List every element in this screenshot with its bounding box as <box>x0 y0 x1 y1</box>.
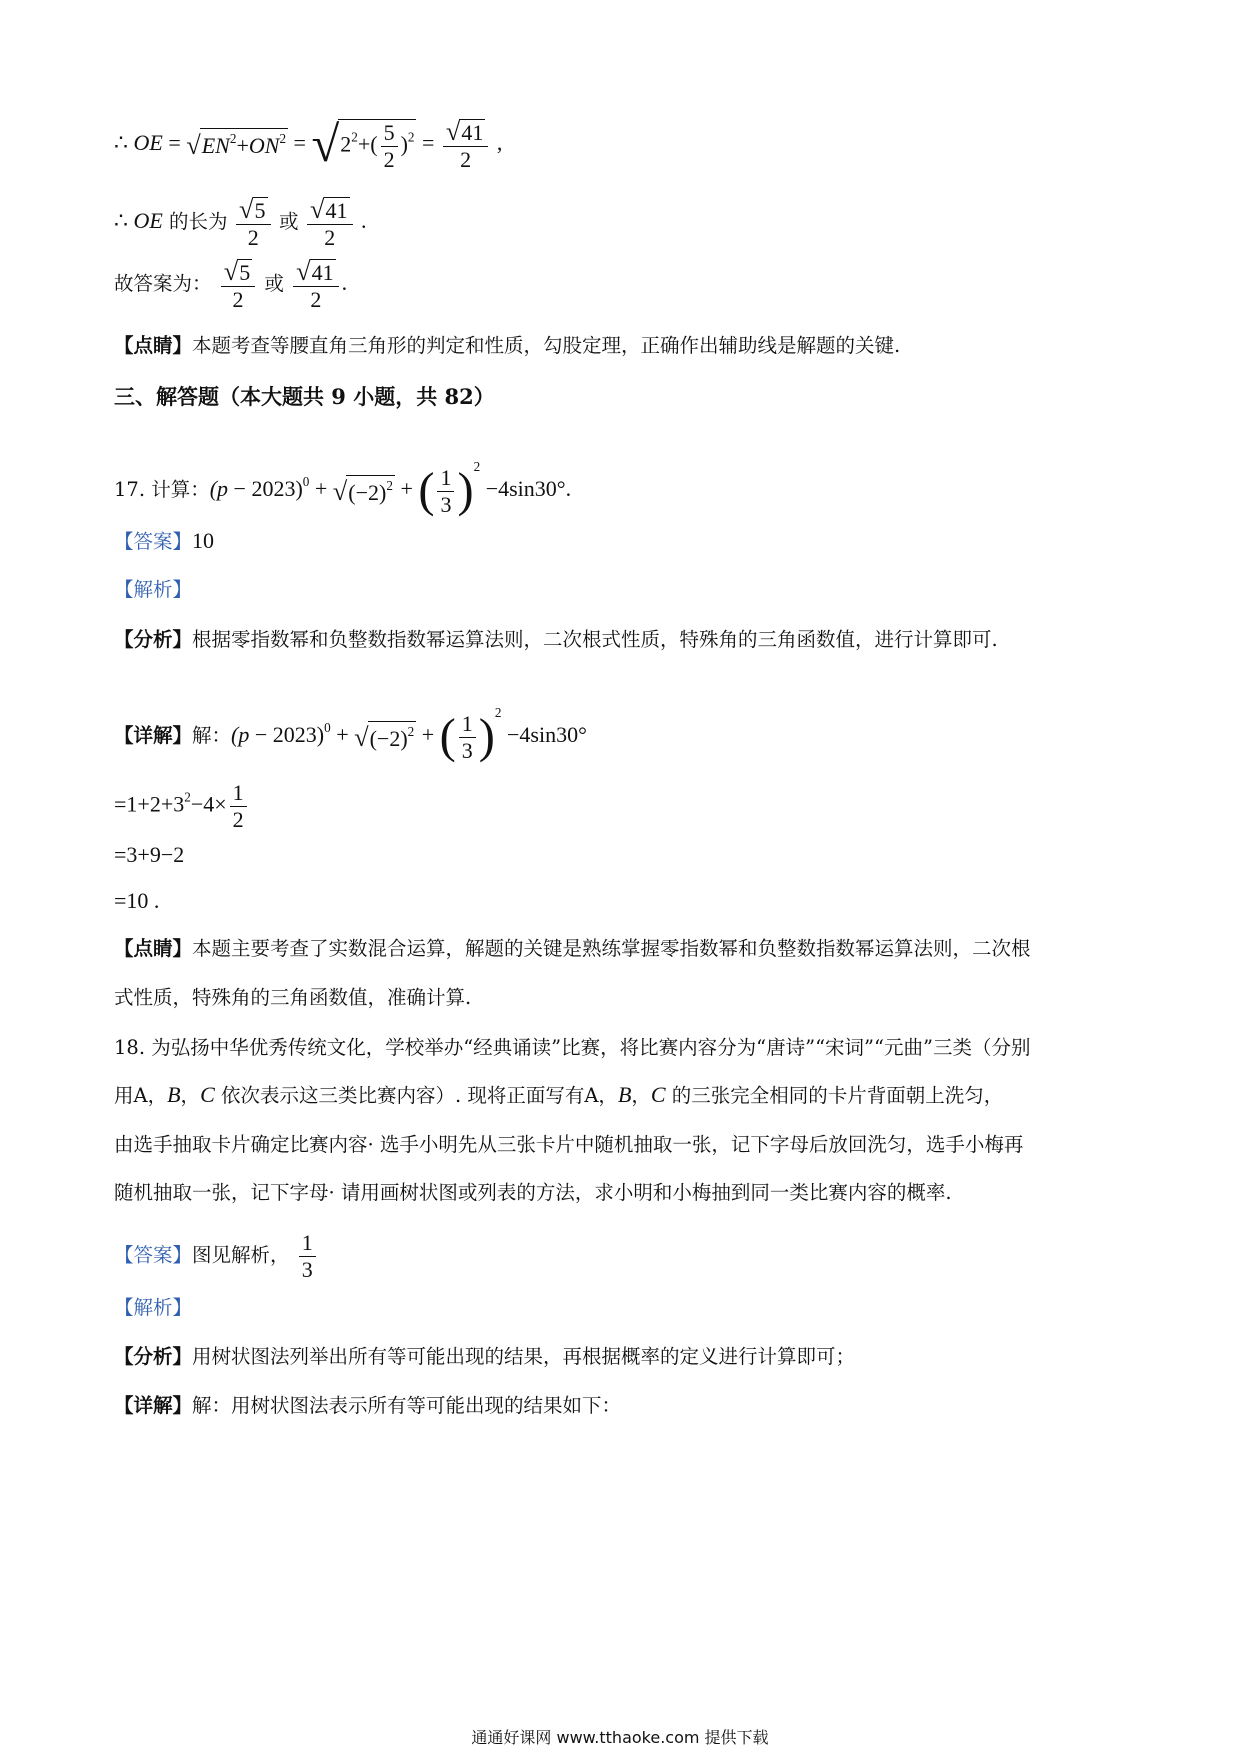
pi-paren: (p <box>209 476 229 502</box>
letter-b: B <box>167 1082 181 1107</box>
sqrt-neg2-sq: $√(-2)^2$ <box>332 476 393 507</box>
on-label: ON <box>248 133 280 159</box>
plus-paren: +( <box>357 131 378 157</box>
numerator: 1 <box>459 713 476 738</box>
radicand: 41 <box>461 119 484 145</box>
radicand: 41 <box>325 197 348 223</box>
or-word: 或 <box>264 271 284 295</box>
fraction-sqrt41-2: $\frac{√41}{2}$ <box>307 196 352 249</box>
text: ， <box>180 1084 201 1107</box>
sin-term: −4sin30° <box>485 476 566 502</box>
step-2: =3+9−2 <box>114 842 185 867</box>
fraction-sqrt5-2: $\frac{√5}{2}$ <box>221 258 255 311</box>
number: 2 <box>340 131 352 157</box>
denominator: 3 <box>440 491 452 517</box>
letter-b: B <box>617 1082 632 1107</box>
denominator: 2 <box>324 225 336 251</box>
fraction-1-3 <box>459 710 476 763</box>
dianjing-text: 本题主要考查了实数混合运算，解题的关键是熟练掌握零指数幂和负整数指数幂运算法则，二次根 <box>192 937 1031 960</box>
fenxi-text: 用树状图法列举出所有等可能出现的结果，再根据概率的定义进行计算即可； <box>192 1345 856 1368</box>
plus: + <box>421 722 435 748</box>
fenxi-tag: 【分析】 <box>114 628 193 651</box>
answer-label: 故答案为： <box>114 271 212 295</box>
fenxi-17 <box>114 625 998 655</box>
denominator: 3 <box>461 737 473 763</box>
step-3: =10 . <box>114 888 160 913</box>
fraction-1-3 <box>299 1232 316 1281</box>
fraction-1-2 <box>230 782 247 831</box>
oe-length-line <box>114 196 367 249</box>
xiangjie-tag: 【详解】 <box>114 724 193 748</box>
oe-calculation <box>114 118 502 171</box>
fenxi-text: 根据零指数幂和负整数指数幂运算法则，二次根式性质，特殊角的三角函数值，进行计算即可. <box>192 628 998 651</box>
answer-16-line <box>114 258 347 311</box>
text: 依次表示这三类比赛内容）. 现将正面写有A， <box>214 1084 618 1107</box>
fraction-sqrt41-2: $\frac{√41}{2}$ <box>293 258 338 311</box>
exponent: 2 <box>229 131 237 147</box>
question-label: 17. 计算： <box>114 478 210 502</box>
text: ， <box>631 1084 651 1107</box>
question-18-line1: 18. 为弘扬中华优秀传统文化，学校举办“经典诵读”比赛，将比赛内容分为“唐诗”“宋词”“元曲”三类（分别 <box>114 1036 1031 1059</box>
text: 用A， <box>114 1084 168 1107</box>
denominator: 2 <box>310 287 322 313</box>
exponent: 2 <box>494 705 502 720</box>
dianjing-16 <box>114 331 900 361</box>
pi-paren: (p <box>231 722 250 748</box>
answer-tag: 【答案】 <box>114 1243 193 1267</box>
denominator: 2 <box>232 287 244 313</box>
fenxi-tag: 【分析】 <box>114 1345 193 1368</box>
oe-label: OE <box>133 207 163 233</box>
exponent: 2 <box>279 131 287 147</box>
answer-18 <box>114 1232 319 1281</box>
answer-value: 10 <box>192 528 215 553</box>
question-18-line4: 随机抽取一张，记下字母· 请用画树状图或列表的方法，求小明和小梅抽到同一类比赛内容的概率. <box>114 1181 952 1204</box>
numerator: 1 <box>437 467 454 492</box>
or-word: 或 <box>279 209 299 233</box>
letter-c: C <box>650 1082 666 1107</box>
period: . <box>341 269 348 295</box>
denominator: 2 <box>383 146 395 172</box>
radicand: 41 <box>311 259 334 285</box>
exponent: 0 <box>302 474 310 490</box>
denominator: 2 <box>460 147 472 173</box>
step-tail: −4× <box>190 791 227 817</box>
exponent: 2 <box>407 129 415 145</box>
dianjing-17-line1 <box>114 934 1031 964</box>
fraction-5-2 <box>381 119 398 172</box>
exponent: 2 <box>473 459 481 474</box>
fraction-sqrt41-2: $\frac{√41}{2}$ <box>443 118 488 171</box>
text: 的三张完全相同的卡片背面朝上洗匀， <box>665 1084 1004 1107</box>
answer-tag: 【答案】 <box>114 530 193 553</box>
sqrt-en-on: $√EN^2+ON^2$ <box>186 129 287 160</box>
plus: + <box>314 476 328 502</box>
period: . <box>361 207 367 233</box>
denominator: 3 <box>301 1257 313 1282</box>
fenxi-18 <box>114 1342 855 1372</box>
step-1 <box>114 782 250 831</box>
footer-watermark: 通通好课网 www.tthaoke.com 提供下载 <box>471 1728 769 1747</box>
solve-label: 解： <box>192 724 232 748</box>
plus: + <box>400 476 413 502</box>
radicand: (−2) <box>369 725 408 751</box>
text: 的长为 <box>162 209 228 233</box>
exponent: 0 <box>324 720 331 736</box>
close-paren: ) <box>400 131 408 157</box>
denominator: 2 <box>232 807 244 832</box>
sin-term: −4sin30° <box>507 722 587 748</box>
xiangjie-17: 【详解】解：$(p - 2023)^0 + √(-2)^2$ + ( $\frac{1}{3}$ )$^2$ −4sin30° <box>114 705 587 763</box>
answer-text: 图见解析， <box>192 1243 290 1267</box>
xiangjie-text: 解：用树状图法表示所有等可能出现的结果如下： <box>192 1394 622 1417</box>
equals: = <box>293 129 306 155</box>
numerator: 1 <box>299 1232 316 1257</box>
dianjing-text: 本题考查等腰直角三角形的判定和性质，勾股定理，正确作出辅助线是解题的关键. <box>192 334 901 357</box>
period: . <box>565 476 572 502</box>
exponent: 2 <box>386 477 393 493</box>
therefore-symbol: ∴ <box>114 129 128 155</box>
denominator: 2 <box>247 225 259 251</box>
equals: = <box>421 129 435 155</box>
question-18-line3: 由选手抽取卡片确定比赛内容· 选手小明先从三张卡片中随机抽取一张，记下字母后放回洗匀，选手小梅再 <box>114 1133 1024 1156</box>
exponent: 2 <box>407 723 415 739</box>
answer-17 <box>114 526 214 557</box>
exponent: 2 <box>351 129 358 145</box>
dianjing-tag: 【点睛】 <box>114 937 193 960</box>
plus: + <box>236 133 249 159</box>
oe-label: OE <box>133 129 163 155</box>
comma: , <box>496 129 503 155</box>
therefore-symbol: ∴ <box>114 207 128 233</box>
en-label: EN <box>201 133 230 159</box>
dianjing-tag: 【点睛】 <box>114 334 193 357</box>
question-17: 17. 计算：$(p - 2023)^0 + √(-2)^2$ + ( $\frac{1}{3}$ )$^2$ −4sin30°. <box>114 459 572 517</box>
jiexi-18: 【解析】 <box>114 1296 193 1319</box>
minus-2023: − 2023) <box>249 722 325 748</box>
sqrt-2-5-2: $√2^2+$( $\frac{5}{2}$ )$^2$ <box>311 116 415 173</box>
sqrt-neg2-sq: $√(-2)^2$ <box>354 722 415 753</box>
fraction-sqrt5-2: $\frac{√5}{2}$ <box>236 196 270 249</box>
radicand: (−2) <box>348 479 387 505</box>
jiexi-17: 【解析】 <box>114 578 193 601</box>
fraction-1-3 <box>437 464 454 517</box>
exponent: 2 <box>184 789 191 805</box>
step-head: =1+2+3 <box>114 791 185 817</box>
dianjing-17-line2: 式性质，特殊角的三角函数值，准确计算. <box>114 986 472 1009</box>
equals: = <box>168 129 181 155</box>
numerator: 5 <box>381 122 398 147</box>
minus-2023: − 2023) <box>228 476 303 502</box>
letter-c: C <box>200 1082 215 1107</box>
plus: + <box>336 722 349 748</box>
question-18-line2 <box>114 1080 1003 1111</box>
radicand: 5 <box>254 197 266 223</box>
xiangjie-18 <box>114 1391 621 1421</box>
xiangjie-tag: 【详解】 <box>114 1394 193 1417</box>
radicand: 5 <box>239 259 251 285</box>
numerator: 1 <box>230 782 247 807</box>
section-heading: 三、解答题（本大题共 9 小题，共 82） <box>114 384 495 409</box>
